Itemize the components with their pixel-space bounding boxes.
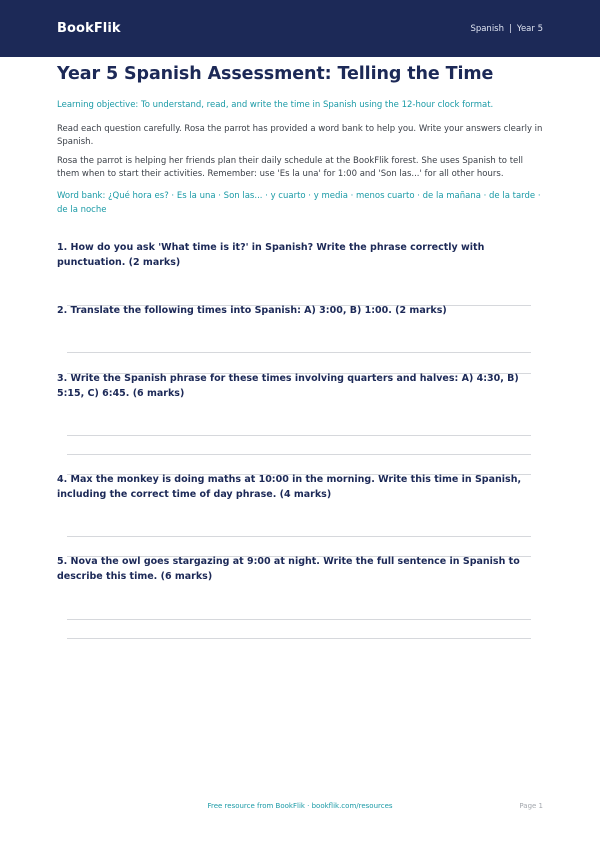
answer-line[interactable] — [67, 435, 531, 436]
page-footer — [0, 802, 600, 814]
answer-line[interactable] — [67, 352, 531, 353]
question-3 — [57, 372, 543, 401]
answer-line[interactable] — [67, 619, 531, 620]
answer-line[interactable] — [67, 536, 531, 537]
intro-section — [57, 64, 543, 217]
question-4 — [57, 473, 543, 502]
context-paragraph: Rosa the parrot is helping her friends plan their daily schedule at the BookFlik forest. She uses Spanish to tell them when to start their activities. Remember: use 'Es la una' for 1:00 and 'Son las...' for all other hours. — [57, 156, 523, 179]
answer-line[interactable] — [67, 454, 531, 455]
subject-year-label — [470, 24, 543, 34]
question-2 — [57, 304, 543, 319]
word-bank: Word bank: ¿Qué hora es? · Es la una · Son las... · y cuarto · y media · menos cuarto · de la mañana · de la tarde · de la noche — [57, 191, 541, 215]
page-title: Year 5 Spanish Assessment: Telling the Time — [57, 64, 494, 84]
page-number: Page 1 — [519, 802, 543, 810]
question-text: 3. Write the Spanish phrase for these times involving quarters and halves: A) 4:30, B) 5:15, C) 6:45. (6 marks) — [57, 373, 519, 399]
question-text: 4. Max the monkey is doing maths at 10:00 in the morning. Write this time in Spanish, including the correct time of day phrase. (4 marks) — [57, 474, 522, 500]
page-header — [0, 0, 600, 57]
question-text: 2. Translate the following times into Spanish: A) 3:00, B) 1:00. (2 marks) — [57, 305, 447, 316]
instructions-paragraph: Read each question carefully. Rosa the parrot has provided a word bank to help you. Write your answers clearly in Spanish. — [57, 124, 543, 147]
year-label: Year 5 — [516, 23, 543, 34]
question-text: 5. Nova the owl goes stargazing at 9:00 at night. Write the full sentence in Spanish to describe this time. (6 marks) — [57, 556, 520, 582]
separator: | — [509, 23, 512, 34]
question-text: 1. How do you ask 'What time is it?' in Spanish? Write the phrase correctly with punctuation. (2 marks) — [57, 242, 485, 268]
answer-line[interactable] — [67, 638, 531, 639]
brand-logo-text: BookFlik — [57, 21, 121, 36]
learning-objective: Learning objective: To understand, read, and write the time in Spanish using the 12-hour clock format. — [57, 100, 494, 110]
subject-label: Spanish — [470, 23, 505, 34]
question-1 — [57, 241, 543, 270]
question-5 — [57, 555, 543, 584]
footer-credit-link[interactable]: Free resource from BookFlik · bookflik.com/resources — [207, 802, 393, 810]
